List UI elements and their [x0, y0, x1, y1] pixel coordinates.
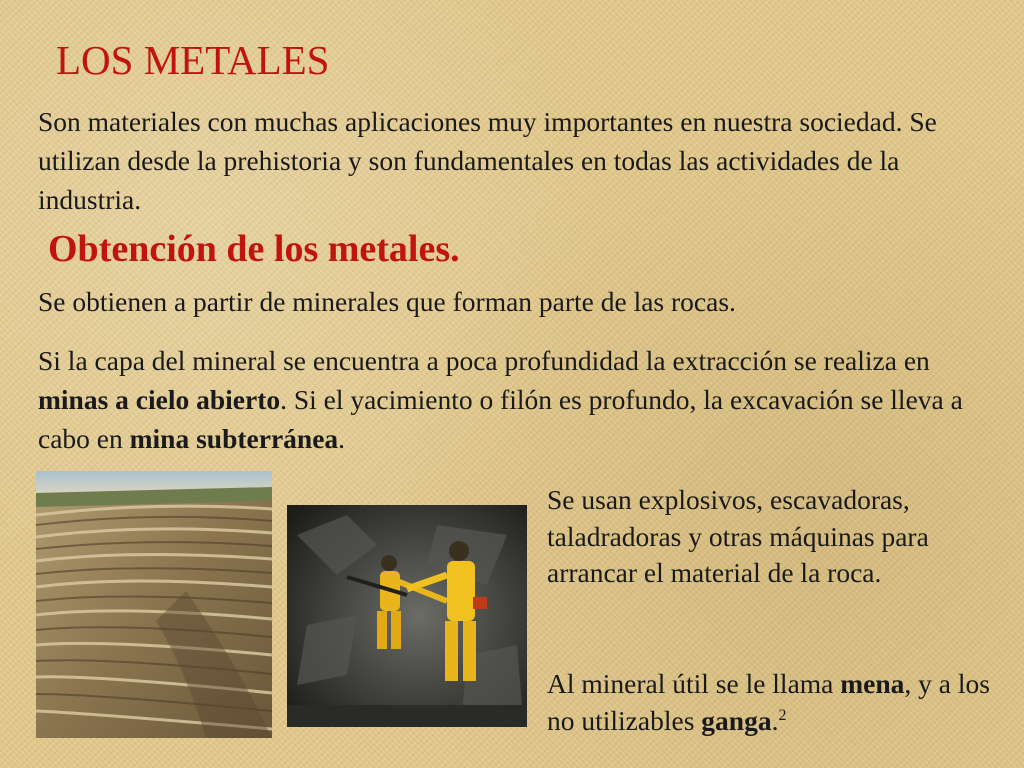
- extraction-text-1: Si la capa del mineral se encuentra a poca profundidad la extracción se realiza en: [38, 345, 930, 376]
- extraction-paragraph: [38, 341, 988, 458]
- term-ganga: ganga: [701, 704, 772, 736]
- extraction-text-3: .: [338, 423, 346, 454]
- intro-paragraph: Son materiales con muchas aplicaciones muy importantes en nuestra sociedad. Se utilizan desde la prehistoria y son fundamentales en todas las actividades de la industria.: [38, 106, 937, 215]
- ore-text-3: .: [771, 704, 779, 736]
- open-pit-mine-photo: [36, 471, 272, 738]
- underground-mine-photo: [287, 505, 527, 727]
- tools-paragraph: Se usan explosivos, escavadoras, taladradoras y otras máquinas para arrancar el material de la roca.: [547, 484, 929, 588]
- section-heading: Obtención de los metales.: [48, 228, 460, 270]
- ore-paragraph: [547, 666, 1017, 739]
- page-number: 2: [778, 706, 787, 724]
- ore-text-2: , y a los no utilizables: [547, 668, 990, 736]
- ore-text-1: Al mineral útil se le llama: [547, 668, 841, 699]
- obtain-paragraph: Se obtienen a partir de minerales que forman parte de las rocas.: [38, 286, 736, 317]
- extraction-text-2: . Si el yacimiento o filón es profundo, la excavación se lleva a cabo en: [38, 384, 963, 454]
- slide-title: LOS METALES: [56, 37, 330, 83]
- term-mena: mena: [840, 668, 905, 699]
- term-underground-mine: mina subterránea: [129, 423, 339, 454]
- term-open-pit-mine: minas a cielo abierto: [38, 384, 281, 415]
